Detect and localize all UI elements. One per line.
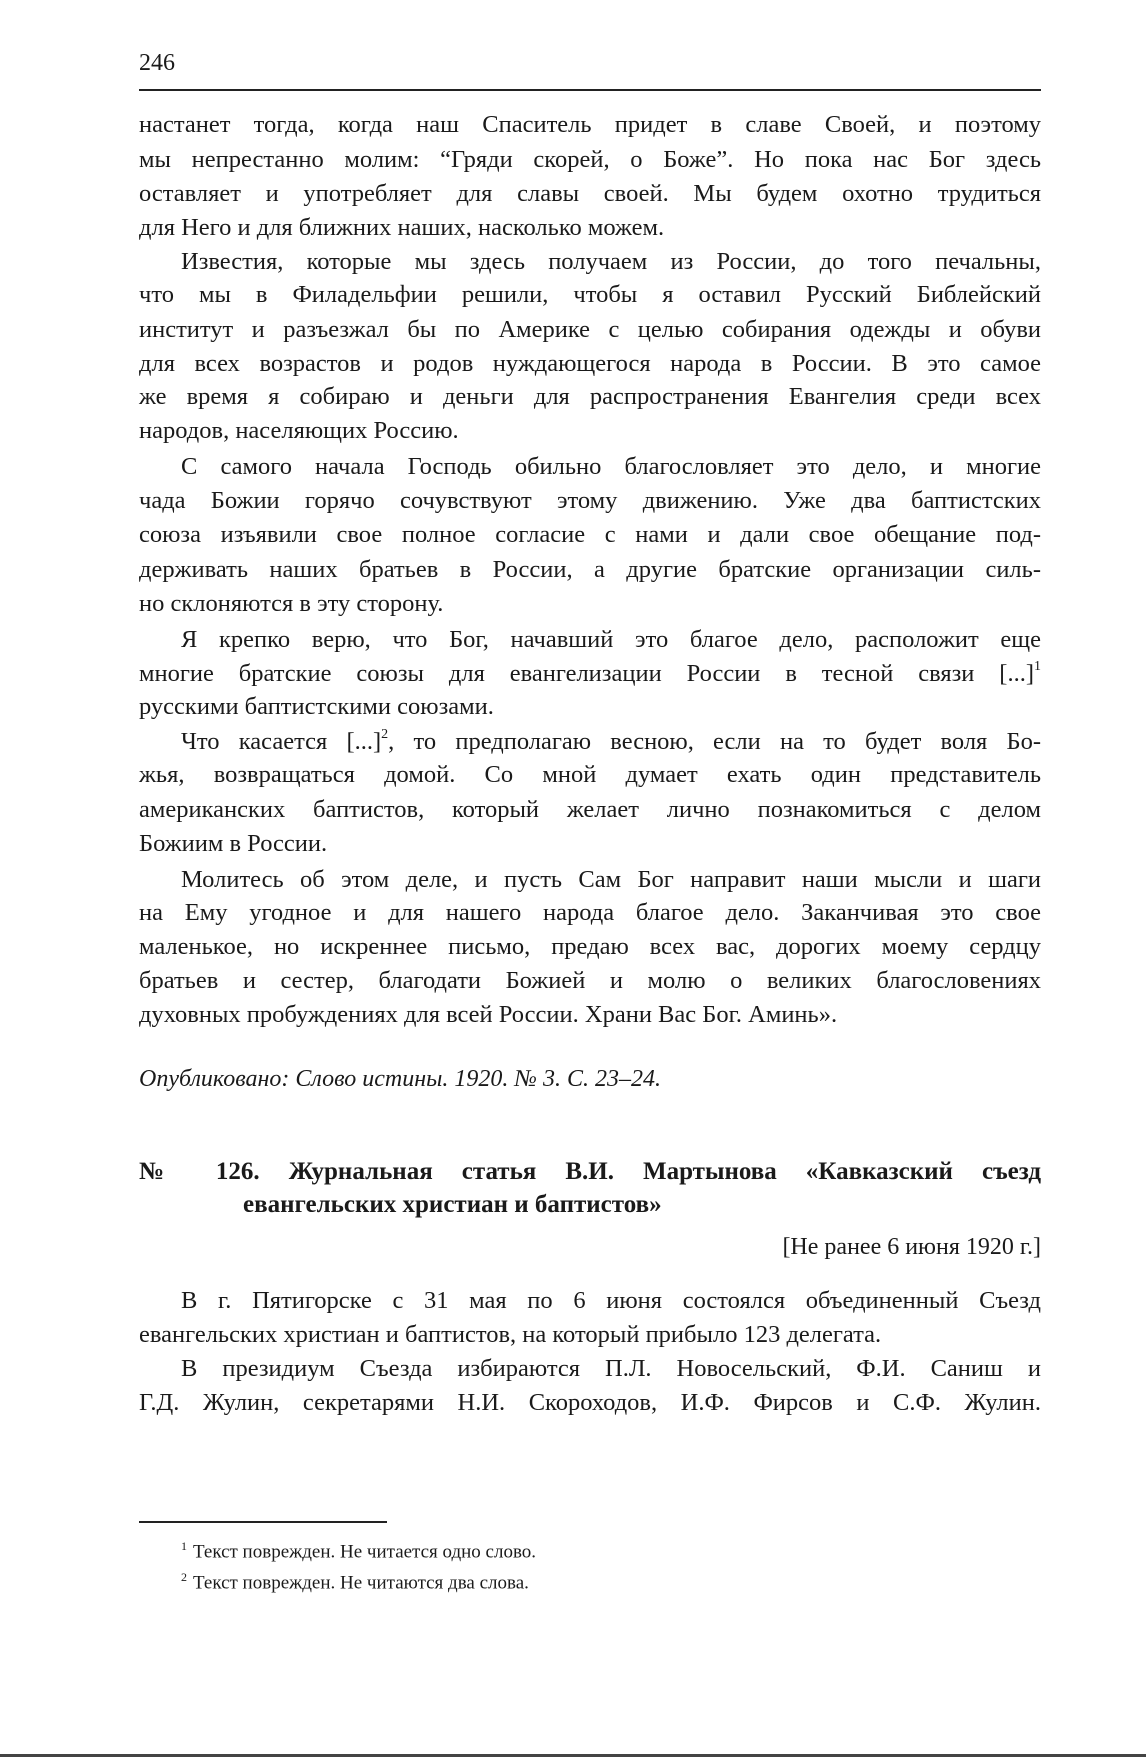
line-text: В г. Пятигорске с 31 мая по 6 июня состоялся объединенный Съезд: [181, 1287, 1041, 1315]
text-line: [139, 964, 1041, 998]
line-text: В президиум Съезда избираются П.Л. Новосельский, Ф.И. Саниш и: [181, 1354, 1041, 1382]
text-line: [139, 1386, 1041, 1420]
text-line: [139, 827, 1041, 861]
line-text: Известия, которые мы здесь получаем из России, до того печальны,: [181, 247, 1041, 275]
footnote-text: Текст поврежден. Не читается одно слово.: [193, 1541, 537, 1563]
line-text: многие братские союзы для евангелизации России в тесной связи [...]: [139, 659, 1034, 687]
line-text: для Него и для ближних наших, насколько можем.: [139, 214, 665, 242]
text-line: [139, 347, 1041, 381]
text-line: [139, 758, 1041, 792]
text-line: [139, 143, 1041, 177]
text-line: [139, 278, 1041, 312]
line-text: Божиим в России.: [139, 829, 328, 857]
header-rule: [139, 89, 1041, 91]
document-heading-line-2: евангельских христиан и баптистов»: [243, 1191, 662, 1218]
text-line: [139, 657, 1041, 691]
line-text: народов, населяющих Россию.: [139, 416, 459, 444]
line-text: Я крепко верю, что Бог, начавший это благое дело, расположит еще: [181, 626, 1041, 654]
text-line: [139, 998, 1041, 1032]
line-text: , то предполагаю весною, если на то будет воля Бо-: [388, 727, 1041, 755]
line-text: американских баптистов, который желает лично познакомиться с делом: [139, 796, 1041, 824]
text-line: [139, 930, 1041, 964]
footnote-text: Текст поврежден. Не читаются два слова.: [193, 1572, 529, 1594]
text-line: [139, 1318, 1041, 1352]
line-text: Молитесь об этом деле, и пусть Сам Бог направит наши мысли и шаги: [181, 865, 1041, 893]
text-line: [139, 108, 1041, 142]
line-text: евангельских христиан и баптистов, на который прибыло 123 делегата.: [139, 1320, 882, 1348]
text-line: [139, 793, 1041, 827]
line-text: держивать наших братьев в России, а другие братские организации силь-: [139, 555, 1041, 583]
line-text: же время я собираю и деньги для распространения Евангелия среди всех: [139, 383, 1041, 411]
text-line: [139, 690, 1041, 724]
document-heading-line-1: № 126. Журнальная статья В.И. Мартынова «Кавказский съезд: [139, 1158, 1041, 1185]
line-text: для всех возрастов и родов нуждающегося народа в России. В это самое: [139, 349, 1041, 377]
text-line: [139, 484, 1041, 518]
footnote-number: 2: [181, 1570, 187, 1584]
text-line: [139, 896, 1041, 930]
footnote-ref: 1: [1034, 658, 1041, 674]
text-line: [139, 380, 1041, 414]
line-text: что мы в Филадельфии решили, чтобы я оставил Русский Библейский: [139, 281, 1041, 309]
text-line: [181, 1352, 1041, 1386]
line-text: оставляет и употребляет для славы своей. Мы будем охотно трудиться: [139, 179, 1041, 207]
footnote-2: [181, 1570, 529, 1594]
line-text: братьев и сестер, благодати Божией и молю о великих благословениях: [139, 967, 1041, 995]
text-line: [181, 450, 1041, 484]
footnote-number: 1: [181, 1539, 187, 1553]
line-text: мы непрестанно молим: “Гряди скорей, о Боже”. Но пока нас Бог здесь: [139, 146, 1041, 174]
text-line: [139, 211, 1041, 245]
text-line: [139, 414, 1041, 448]
line-text: но склоняются в эту сторону.: [139, 590, 444, 618]
line-text: маленькое, но искреннее письмо, предаю всех вас, дорогих моему сердцу: [139, 932, 1041, 960]
text-line: [139, 177, 1041, 211]
line-text: на Ему угодное и для нашего народа благое дело. Заканчивая это свое: [139, 899, 1041, 927]
line-text: союза изъявили свое полное согласие с нами и дали свое обещание под-: [139, 520, 1041, 548]
document-date: [Не ранее 6 июня 1920 г.]: [782, 1234, 1041, 1260]
text-line: [181, 863, 1041, 897]
text-line: [181, 245, 1041, 279]
line-text: институт и разъезжал бы по Америке с целью собирания одежды и обуви: [139, 316, 1041, 344]
line-text: Г.Д. Жулин, секретарями Н.И. Скороходов, И.Ф. Фирсов и С.Ф. Жулин.: [139, 1389, 1041, 1417]
source-citation: Опубликовано: Слово истины. 1920. № 3. С. 23–24.: [139, 1066, 662, 1092]
text-line: [181, 1284, 1041, 1318]
footnote-1: [181, 1539, 536, 1563]
text-line: [139, 313, 1041, 347]
text-line: [139, 518, 1041, 552]
text-line: [181, 725, 1041, 759]
line-text: чада Божии горячо сочувствуют этому движению. Уже два баптистских: [139, 487, 1041, 515]
line-text: настанет тогда, когда наш Спаситель придет в славе Своей, и поэтому: [139, 111, 1041, 139]
line-text: Что касается [...]: [181, 727, 382, 755]
line-text: С самого начала Господь обильно благословляет это дело, и многие: [181, 452, 1041, 480]
text-line: [139, 553, 1041, 587]
line-text: духовных пробуждениях для всей России. Храни Вас Бог. Аминь».: [139, 1000, 838, 1028]
text-line: [181, 623, 1041, 657]
line-text: жья, возвращаться домой. Со мной думает ехать один представитель: [139, 761, 1041, 789]
footnote-rule: [139, 1521, 387, 1523]
line-text: русскими баптистскими союзами.: [139, 693, 494, 721]
text-line: [139, 587, 1041, 621]
footnote-ref: 2: [381, 726, 389, 742]
page-number: 246: [139, 50, 175, 76]
